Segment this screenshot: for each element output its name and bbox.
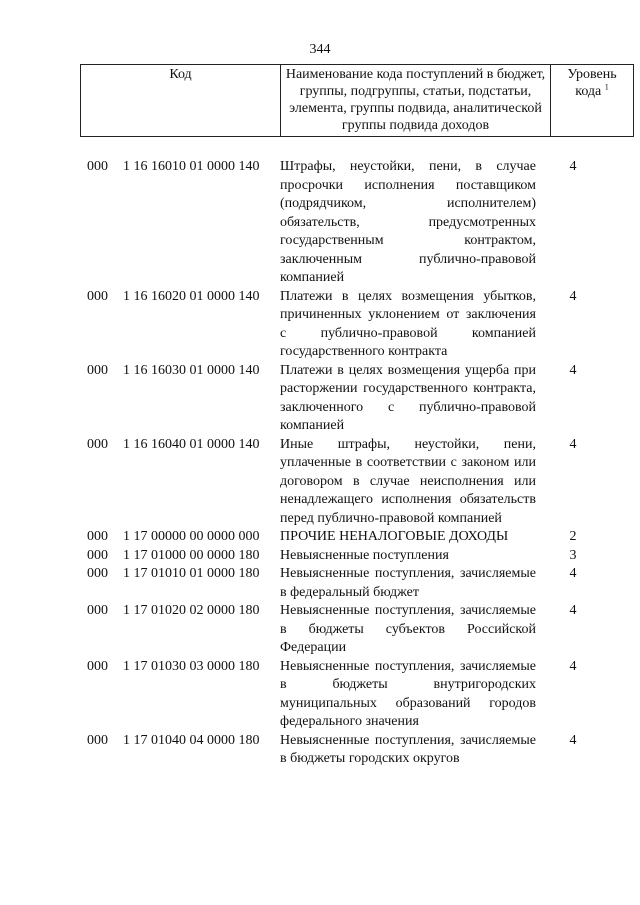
table-row	[87, 362, 607, 436]
header-name: Наименование кода поступлений в бюджет, группы, подгруппы, статьи, подстатьи, элемента, группы подвида, аналитической группы подвида доходов	[281, 65, 551, 137]
code-level: 4	[569, 566, 577, 581]
code-name: ПРОЧИЕ НЕНАЛОГОВЫЕ ДОХОДЫ	[280, 529, 509, 544]
code-name: Невыясненные поступления, зачисляемые в федеральный бюджет	[280, 566, 536, 600]
budget-code: 1 16 16040 01 0000 140	[123, 436, 260, 452]
admin-code: 000	[87, 603, 108, 618]
admin-code: 000	[87, 547, 108, 563]
admin-code: 000	[87, 529, 108, 544]
admin-code: 000	[87, 658, 108, 674]
admin-code: 000	[87, 362, 108, 378]
code-level: 4	[569, 159, 577, 174]
code-name: Невыясненные поступления, зачисляемые в бюджеты внутригородских муниципальных образований городов федерального значения	[280, 658, 536, 729]
code-name: Невыясненные поступления, зачисляемые в бюджеты субъектов Российской Федерации	[280, 603, 536, 655]
admin-code: 000	[87, 288, 108, 304]
code-level: 3	[569, 547, 577, 563]
table-row	[87, 436, 607, 529]
admin-code: 000	[87, 732, 108, 748]
budget-code: 1 16 16030 01 0000 140	[123, 362, 260, 378]
table-header	[80, 64, 634, 137]
table-row	[87, 658, 607, 732]
code-name: Платежи в целях возмещения убытков, причиненных уклонением от заключения с публично-правовой компанией государственного контракта	[280, 288, 536, 359]
code-level: 2	[569, 529, 577, 544]
code-level: 4	[569, 732, 577, 748]
code-level: 4	[569, 436, 577, 452]
table-row	[87, 288, 607, 362]
header-code: Код	[81, 65, 281, 137]
table-row	[87, 547, 607, 566]
table-row	[87, 565, 607, 602]
budget-code: 1 17 01040 04 0000 180	[123, 732, 260, 748]
code-level: 4	[569, 603, 577, 618]
code-name: Платежи в целях возмещения ущерба при расторжении государственного контракта, заключенного с публично-правовой компанией	[280, 362, 536, 433]
admin-code: 000	[87, 436, 108, 452]
table-row	[87, 528, 607, 547]
table-row	[87, 158, 607, 288]
budget-code: 1 16 16020 01 0000 140	[123, 288, 260, 304]
code-level: 4	[569, 362, 577, 378]
code-name: Штрафы, неустойки, пени, в случае просрочки исполнения поставщиком (подрядчиком, исполнителем) обязательств, предусмотренных государственным контрактом, заключенным публично-правовой компанией	[280, 159, 536, 285]
code-name: Невыясненные поступления	[280, 547, 449, 563]
table-body	[87, 158, 607, 769]
table-row	[87, 602, 607, 658]
code-level: 4	[569, 288, 577, 304]
code-level: 4	[569, 658, 577, 674]
code-name: Иные штрафы, неустойки, пени, уплаченные в соответствии с законом или договором в случае неисполнения или ненадлежащего исполнения обязательств перед публично-правовой компанией	[280, 436, 536, 526]
budget-code: 1 17 01020 02 0000 180	[123, 603, 260, 618]
header-level-label: Уровень код	[567, 67, 617, 99]
header-level-tail: а	[595, 84, 602, 99]
budget-code: 1 17 01000 00 0000 180	[123, 547, 260, 563]
admin-code: 000	[87, 159, 108, 174]
admin-code: 000	[87, 566, 108, 581]
budget-code: 1 17 01010 01 0000 180	[123, 566, 260, 581]
header-level	[551, 65, 634, 137]
code-name: Невыясненные поступления, зачисляемые в бюджеты городских округов	[280, 732, 536, 766]
budget-code: 1 16 16010 01 0000 140	[123, 159, 260, 174]
page-number: 344	[309, 42, 331, 57]
table-row	[87, 732, 607, 769]
budget-code: 1 17 00000 00 0000 000	[123, 529, 260, 544]
budget-code: 1 17 01030 03 0000 180	[123, 658, 260, 674]
footnote-marker: 1	[604, 82, 609, 92]
